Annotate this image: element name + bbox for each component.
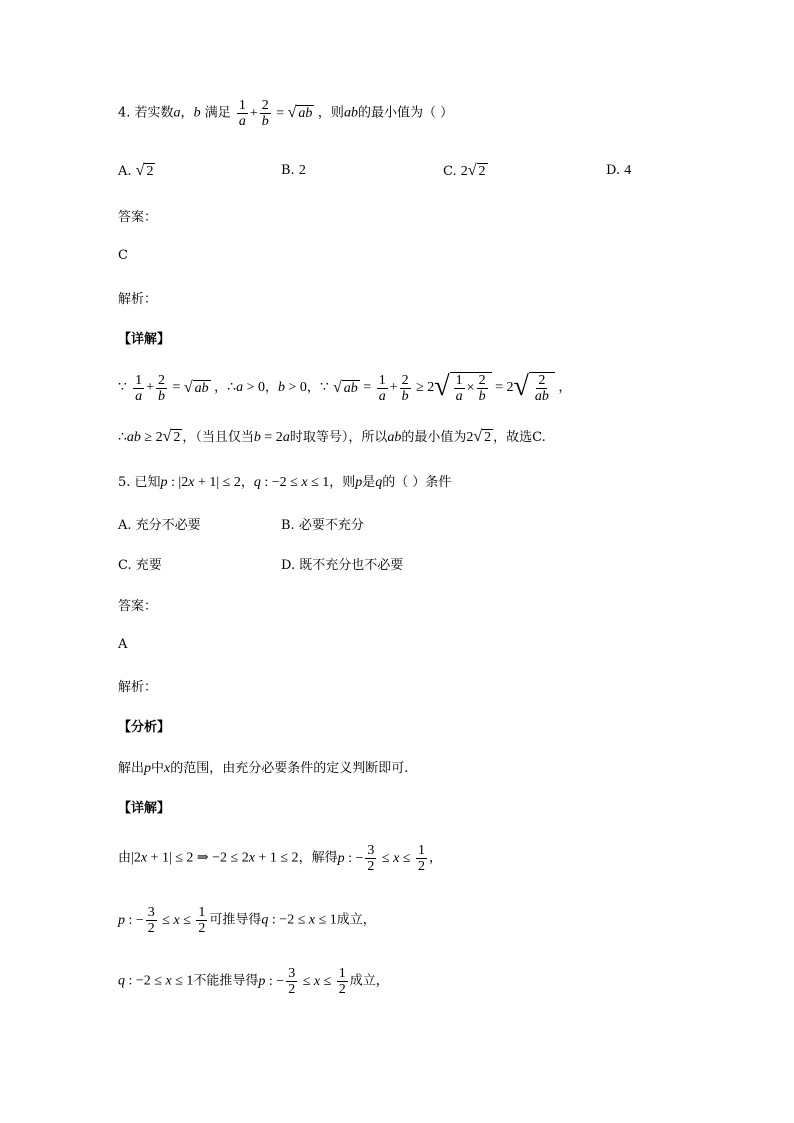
sep: ， (240, 475, 254, 490)
text: 可推导得 (209, 912, 262, 928)
analysis-label: 解析： (118, 680, 158, 695)
option-coef: 2 (460, 164, 468, 179)
q5-detail-line2: p : − $\frac{3}{2}$ ≤ x ≤ $\frac{1}{2}$ 可推导得q : −2 ≤ x ≤ 1成立， (118, 905, 376, 936)
q4-option-c (443, 163, 488, 180)
text: 解出 (118, 761, 145, 776)
text: 中 (151, 761, 165, 776)
q5-stem: 5. 已知p : |2x + 1| ≤ 2，q : −2 ≤ x ≤ 1，则p是q的（ ）条件 (118, 475, 452, 490)
sqrt2: √ 2 (467, 162, 486, 179)
var-a: a (173, 105, 181, 121)
q4-option-a (118, 163, 155, 180)
option-label: C. (443, 164, 457, 179)
text: 时取等号），所以 (289, 430, 388, 445)
detail-label: 【详解】 (118, 801, 171, 816)
option-label: D. (606, 163, 621, 178)
q4-then: ，则 (317, 105, 344, 121)
q5-option-c: C. 充要 (118, 558, 162, 573)
answer-value: A (118, 637, 128, 652)
text: 由 (118, 850, 132, 866)
q4-detail-line2: ∴ab ≥ 2 √ 2 ，（当且仅当b = 2a时取等号），所以ab的最小值为2 √ 2 ，故选C. (118, 428, 546, 445)
option-label: B. (281, 163, 295, 178)
q5-option-d: D. 既不充分也不必要 (281, 558, 404, 573)
text: ，则 (329, 475, 356, 490)
text: 成立， (336, 912, 376, 928)
sep: ， (558, 380, 572, 396)
q4-option-b (281, 163, 306, 179)
q5-detail-line1: 由|2x + 1| ≤ 2 ⇒ −2 ≤ 2x + 1 ≤ 2，解得p : − $\frac{3}{2}$ ≤ x ≤ $\frac{1}{2}$ ， (118, 843, 442, 874)
text: ，解得 (298, 850, 338, 866)
answer-value: C (118, 248, 128, 263)
q4-mid: 满足 (200, 105, 235, 121)
detail-label: 【详解】 (118, 332, 171, 347)
text: ，（当且仅当 (182, 430, 254, 445)
answer-label: 答案： (118, 599, 158, 614)
fenxi-label: 【分析】 (118, 720, 171, 735)
text: ，故选C. (493, 430, 546, 445)
option-label: A. (118, 164, 132, 179)
text: 的最小值为 (401, 430, 467, 445)
sep: ， (306, 380, 320, 396)
q4-stem (118, 98, 453, 129)
q5-prefix: 5. 已知 (118, 475, 161, 490)
sep: ， (265, 380, 279, 396)
q4-suffix: 的最小值为（ ） (357, 105, 454, 121)
text: 成立， (349, 973, 389, 989)
analysis-label: 解析： (118, 292, 158, 307)
q4-prefix: 4. 若实数 (118, 105, 174, 121)
var-b: b (193, 105, 201, 121)
option-text: 2 (298, 163, 306, 178)
q4-option-d (606, 163, 631, 179)
text: 的（ ）条件 (382, 475, 452, 490)
sep: ， (180, 105, 194, 121)
var-ab: ab (343, 105, 358, 121)
text: 的范围，由充分必要条件的定义判断即可. (170, 761, 409, 776)
sqrt2: √ 2 (135, 162, 154, 179)
q5-detail-line3: q : −2 ≤ x ≤ 1不能推导得p : − $\frac{3}{2}$ ≤ x ≤ $\frac{1}{2}$ 成立， (118, 966, 389, 997)
q5-fenxi-text: 解出p中x的范围，由充分必要条件的定义判断即可. (118, 761, 409, 776)
text: 是 (362, 475, 376, 490)
q5-option-b: B. 必要不充分 (281, 518, 364, 533)
text: ， (428, 850, 442, 866)
q4-detail-line1: ∵ $\frac{1}{a}$ + $\frac{2}{b}$ = √ ab ，∴a > 0，b > 0，∵ √ ab = $\frac{1}{a}$ + $\frac{2}{b}$ ≥ 2 √ $\frac{1}{a}$ × $\frac{2}{b}$ = 2 √ $\frac{2}{ab}$ ， (118, 371, 572, 404)
text: 不能推导得 (193, 973, 259, 989)
q5-option-a: A. 充分不必要 (118, 518, 201, 533)
option-text: 4 (624, 163, 632, 178)
answer-label: 答案： (118, 210, 158, 225)
sep: ， (214, 380, 228, 396)
q4-equation: $\frac{1}{a}$ + $\frac{2}{b}$ = √ ab (238, 98, 313, 129)
